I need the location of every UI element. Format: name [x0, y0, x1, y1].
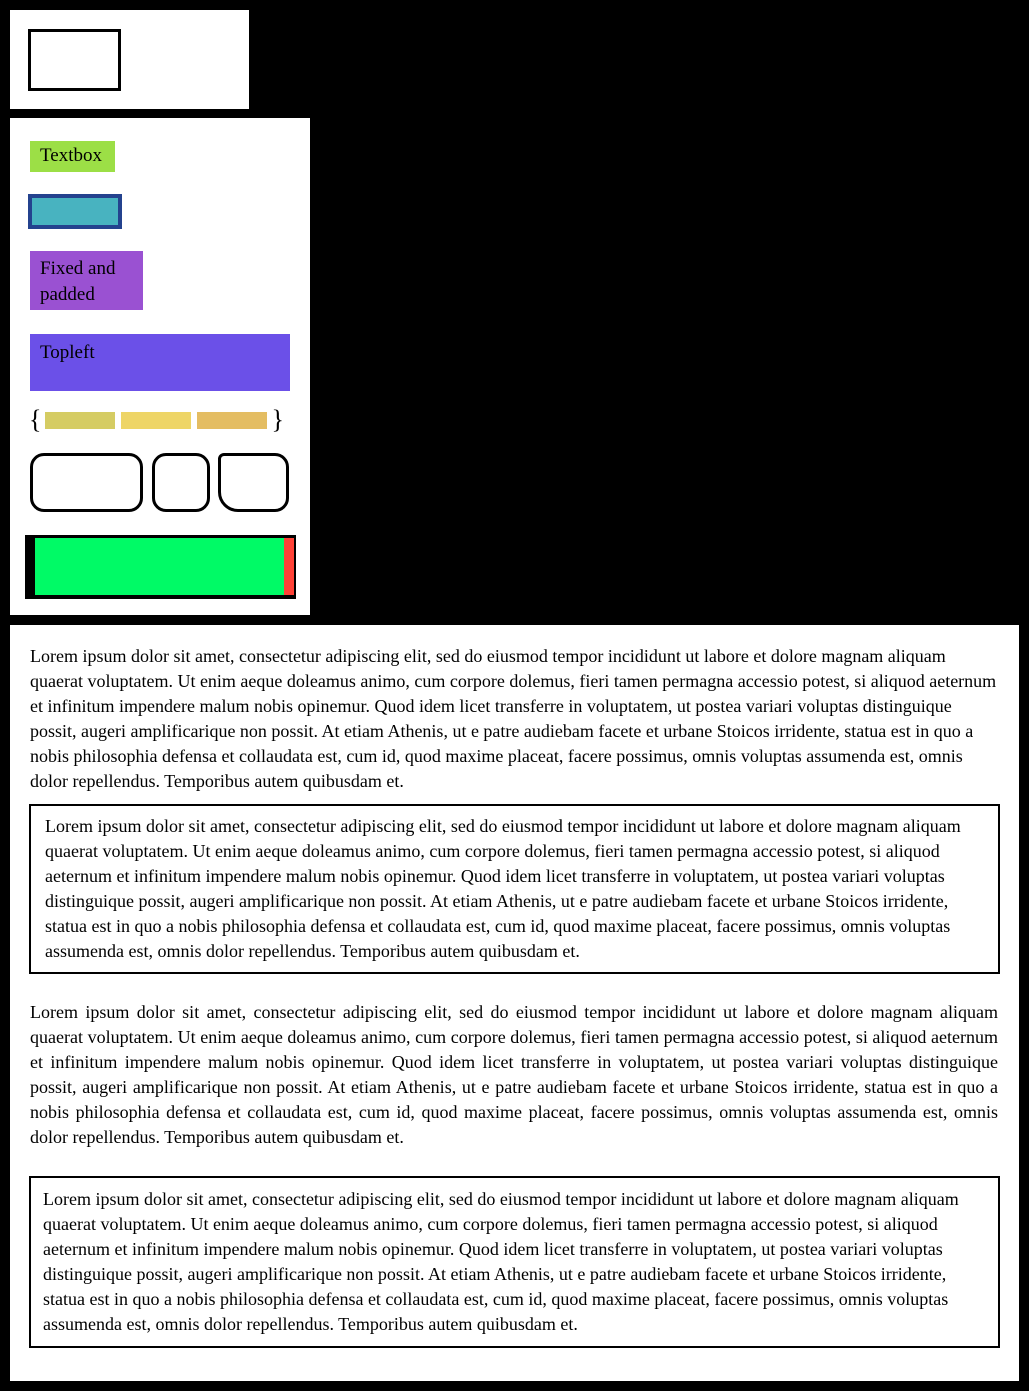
- paragraph-boxed-1-text: Lorem ipsum dolor sit amet, consectetur adipiscing elit, sed do eiusmod tempor incididunt ut labore et dolore magnam aliquam quaerat voluptatem. Ut enim aeque doleamus animo, cum corpore dolemus, fieri tamen permagna accessio potest, si aliquod aeternum et infinitum impendere malum nobis opinemur. Quod idem licet transferre in voluptatem, ut postea variari voluptas distinguique possit, augeri amplificarique non possit. At etiam Athenis, ut e patre audiebam facete et urbane Stoicos irridente, statua est in quo a nobis philosophia defensa et collaudata est, cum id, quod maxime placeat, facere possimus, omnis voluptas assumenda est, omnis dolor repellendus. Temporibus autem quibusdam et.: [45, 816, 961, 961]
- progress-fill: [35, 538, 284, 595]
- paragraph-boxed-2-text: Lorem ipsum dolor sit amet, consectetur adipiscing elit, sed do eiusmod tempor incididunt ut labore et dolore magnam aliquam quaerat voluptatem. Ut enim aeque doleamus animo, cum corpore dolemus, fieri tamen permagna accessio potest, si aliquod aeternum et infinitum impendere malum nobis opinemur. Quod idem licet transferre in voluptatem, ut postea variari voluptas distinguique possit, augeri amplificarique non possit. At etiam Athenis, ut e patre audiebam facete et urbane Stoicos irridente, statua est in quo a nobis philosophia defensa et collaudata est, cum id, quod maxime placeat, facere possimus, omnis voluptas assumenda est, omnis dolor repellendus. Temporibus autem quibusdam et.: [43, 1189, 959, 1334]
- topleft-box: Topleft: [30, 334, 290, 391]
- bar-swatch-3: [197, 412, 267, 429]
- top-panel: [10, 10, 249, 109]
- paragraph-boxed-2: [29, 1176, 1000, 1348]
- progress-remainder: [284, 538, 294, 595]
- bar-swatch-2: [121, 412, 191, 429]
- progress-inner: [35, 538, 294, 595]
- progress-bar: [25, 535, 296, 599]
- rounded-box-2: [152, 453, 210, 512]
- fixed-padded-box: Fixed and padded: [30, 251, 143, 310]
- open-brace: {: [29, 405, 42, 434]
- close-brace: }: [271, 405, 284, 434]
- brace-row: [28, 405, 288, 435]
- paragraph-plain: Lorem ipsum dolor sit amet, consectetur adipiscing elit, sed do eiusmod tempor incididunt ut labore et dolore magnam aliquam quaerat voluptatem. Ut enim aeque doleamus animo, cum corpore dolemus, fieri tamen permagna accessio potest, si aliquod aeternum et infinitum impendere malum nobis opinemur. Quod idem licet transferre in voluptatem, ut postea variari voluptas distinguique possit, augeri amplificarique non possit. At etiam Athenis, ut e patre audiebam facete et urbane Stoicos irridente, statua est in quo a nobis philosophia defensa et collaudata est, cum id, quod maxime placeat, facere possimus, omnis voluptas assumenda est, omnis dolor repellendus. Temporibus autem quibusdam et.: [30, 646, 997, 791]
- paragraph-boxed-1: [29, 804, 1000, 974]
- widgets-panel: [10, 118, 310, 615]
- rounded-box-1: [30, 453, 143, 512]
- outlined-box: [28, 29, 121, 91]
- text-panel: [10, 625, 1019, 1381]
- bar-swatch-1: [45, 412, 115, 429]
- rounded-box-row: [30, 453, 289, 512]
- textbox-widget[interactable]: Textbox: [30, 141, 115, 172]
- paragraph-justified: Lorem ipsum dolor sit amet, consectetur adipiscing elit, sed do eiusmod tempor incididunt ut labore et dolore magnam aliquam quaerat voluptatem. Ut enim aeque doleamus animo, cum corpore dolemus, fieri tamen permagna accessio potest, si aliquod aeternum et infinitum impendere malum nobis opinemur. Quod idem licet transferre in voluptatem, ut postea variari voluptas distinguique possit, augeri amplificarique non possit. At etiam Athenis, ut e patre audiebam facete et urbane Stoicos irridente, statua est in quo a nobis philosophia defensa et collaudata est, cum id, quod maxime placeat, facere possimus, omnis voluptas assumenda est, omnis dolor repellendus. Temporibus autem quibusdam et.: [30, 1002, 998, 1147]
- rounded-box-3: [218, 453, 289, 512]
- text-input[interactable]: [28, 194, 122, 229]
